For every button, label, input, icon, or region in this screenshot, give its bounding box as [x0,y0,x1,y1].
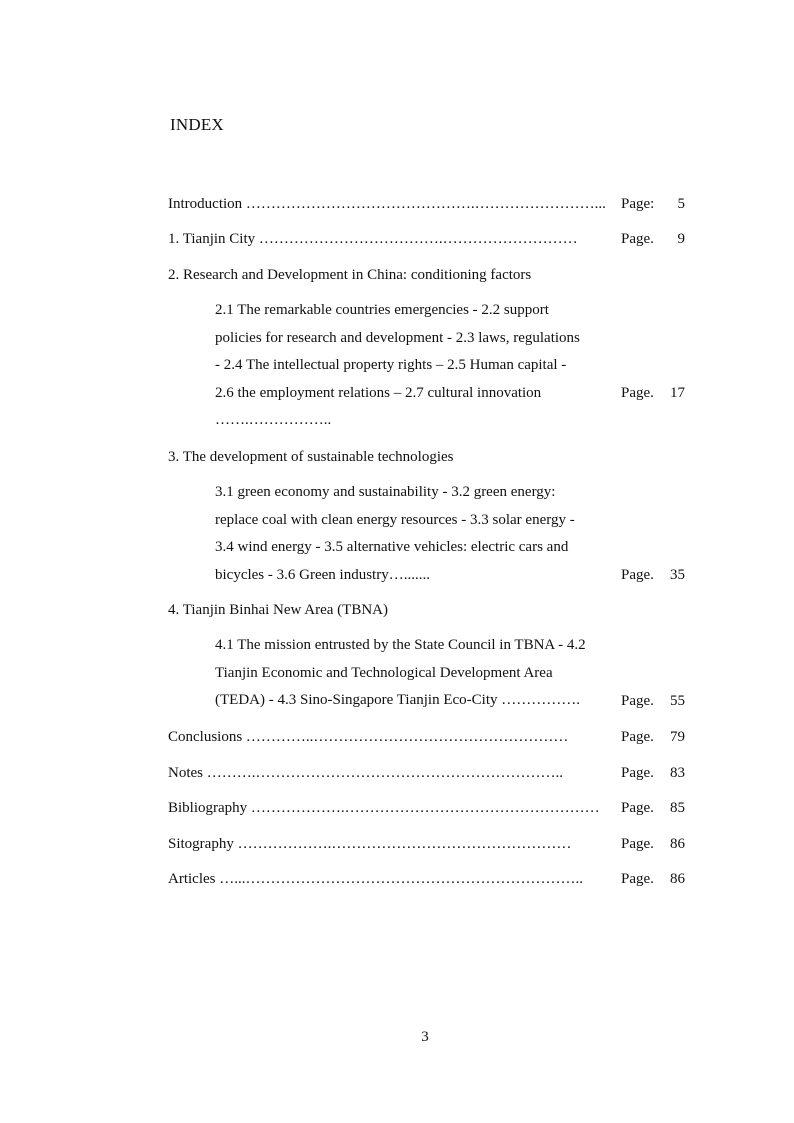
toc-subsection-3-page [621,564,688,586]
page-ref: 9 [677,231,685,247]
toc-entry-text: Conclusions …………..…………………………………………… [168,729,569,745]
page-label: Page. [621,729,654,745]
toc-entry-text: 2. Research and Development in China: conditioning factors [168,267,532,283]
page-ref: 85 [670,800,685,816]
toc-heading-research-development[interactable] [168,264,688,286]
toc-sub-line: 3.4 wind energy - 3.5 alternative vehicles: electric cars and [215,539,569,555]
toc-entry-text: 4. Tianjin Binhai New Area (TBNA) [168,602,388,618]
toc-entry-text: Articles …...………………………………………………………….. [168,871,583,887]
toc-entry-bibliography[interactable] [168,797,688,819]
toc-entry-text: Sitography ……………….………………………………………… [168,836,572,852]
toc-sub-line: 3.1 green economy and sustainability - 3.2 green energy: [215,484,556,500]
toc-sub-line: (TEDA) - 4.3 Sino-Singapore Tianjin Eco-City ……………. [215,692,580,708]
toc-heading-tbna[interactable] [168,599,688,621]
toc-sub-line: …….…………….. [215,412,332,428]
toc-entry-conclusions[interactable] [168,726,688,748]
toc-sub-line: 4.1 The mission entrusted by the State Council in TBNA - 4.2 [215,637,586,653]
page-ref: 35 [670,567,685,583]
toc-sub-line: policies for research and development - 2.3 laws, regulations [215,329,580,346]
toc-entry-text: 3. The development of sustainable technologies [168,449,454,465]
page-ref: 86 [670,836,685,852]
page-ref: 83 [670,765,685,781]
toc-sub-line: replace coal with clean energy resources - 3.3 solar energy - [215,511,575,528]
toc-entry-text: Bibliography ……………….…………………………………………… [168,800,600,816]
toc-subsection-4[interactable] [215,632,615,715]
toc-entry-text: 1. Tianjin City ……………………………….……………………… [168,231,578,247]
page-label: Page. [621,693,654,709]
toc-subsection-2-page [621,382,688,404]
toc-entry-text: Notes ……….…………………………………………………….. [168,765,563,781]
page-label: Page. [621,385,654,401]
toc-sub-line: Tianjin Economic and Technological Development Area [215,664,553,681]
page-label: Page. [621,836,654,852]
page-ref: 17 [670,385,685,401]
toc-entry-notes[interactable] [168,762,688,784]
page-title: INDEX [170,115,224,134]
page-label: Page. [621,765,654,781]
toc-heading-sustainable-technologies[interactable] [168,446,688,468]
toc-entry-tianjin-city[interactable] [168,228,688,250]
page-ref: 79 [670,729,685,745]
toc-sub-line: - 2.4 The intellectual property rights – 2.5 Human capital - [215,357,567,373]
toc-entry-text: Introduction ……………………………………….……………………... [168,196,606,212]
toc-subsection-3[interactable] [215,479,615,589]
page-ref: 5 [677,196,685,212]
toc-sub-line: bicycles - 3.6 Green industry…....... [215,566,430,583]
toc-sub-line: 2.6 the employment relations – 2.7 cultural innovation [215,384,542,401]
page-label: Page. [621,800,654,816]
page-number: 3 [421,1029,429,1045]
toc-subsection-4-page [621,690,688,712]
toc-sub-line: 2.1 The remarkable countries emergencies - 2.2 support [215,302,549,318]
page-label: Page. [621,231,654,247]
page-label: Page: [621,196,655,212]
toc-entry-sitography[interactable] [168,833,688,855]
page-label: Page. [621,567,654,583]
page-label: Page. [621,871,654,887]
toc-subsection-2[interactable] [215,297,615,435]
toc-entry-introduction[interactable] [168,193,688,215]
page-ref: 55 [670,693,685,709]
page-ref: 86 [670,871,685,887]
toc-entry-articles[interactable] [168,868,688,890]
